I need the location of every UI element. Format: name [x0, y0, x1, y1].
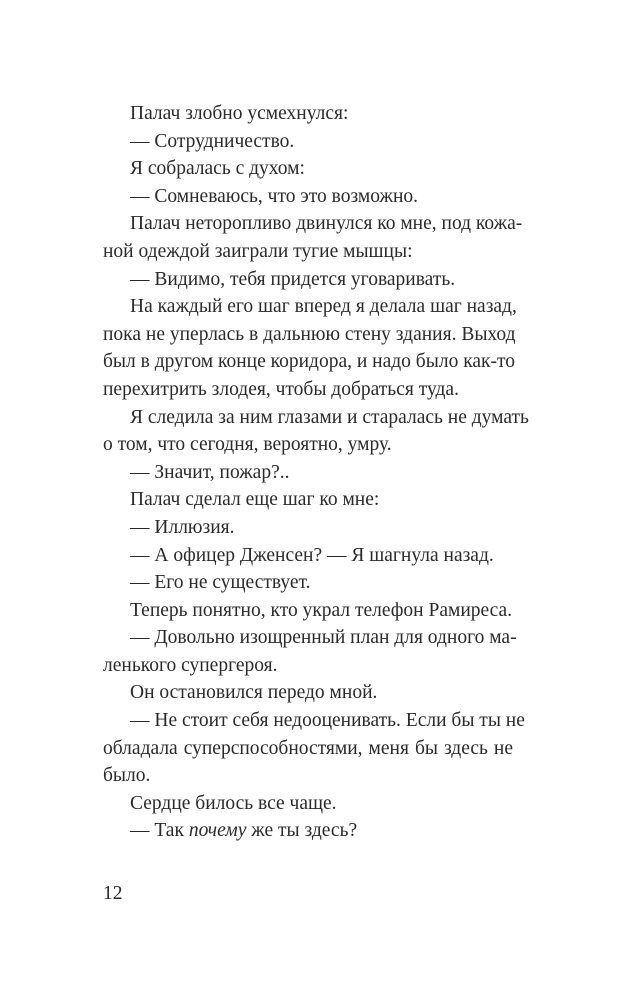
text-line: Я собралась с духом:	[130, 158, 305, 180]
text-line: Сердце билось все чаще.	[130, 792, 337, 814]
text-line: перехитрить злодея, чтобы добраться туда.	[103, 378, 459, 400]
book-page-text	[103, 100, 529, 845]
text-line-last	[103, 817, 513, 845]
text-span: же ты здесь?	[246, 820, 358, 842]
text-line: — Сотрудничество.	[130, 130, 295, 152]
text-line: — Не стоит себя недооценивать. Если бы ты не	[130, 710, 525, 732]
text-line: — Видимо, тебя придется уговаривать.	[130, 268, 456, 290]
text-line: был в другом конце коридора, и надо было как-то	[103, 351, 516, 373]
text-line: Палач злобно усмехнулся:	[130, 103, 349, 124]
text-span: — Так	[130, 820, 189, 842]
text-line: обладала суперспособностями, меня бы здесь не	[103, 737, 513, 759]
text-line: Палач сделал еще шаг ко мне:	[130, 489, 380, 511]
text-line: — Иллюзия.	[130, 516, 235, 538]
text-line: Он остановился передо мной.	[130, 682, 378, 704]
text-line: На каждый его шаг вперед я делала шаг назад,	[130, 296, 517, 318]
text-line: было.	[103, 765, 151, 787]
text-line: — Сомневаюсь, что это возможно.	[130, 185, 419, 207]
text-line: Теперь понятно, кто украл телефон Рамиреса.	[130, 599, 513, 621]
text-line: — Довольно изощренный план для одного ма-	[130, 627, 517, 649]
text-line: ленького супергероя.	[103, 654, 278, 676]
text-line: — Его не существует.	[130, 572, 311, 594]
text-line: ной одеждой заиграли тугие мышцы:	[103, 240, 413, 262]
text-line: Палач неторопливо двинулся ко мне, под кожа-	[130, 213, 523, 235]
text-line: Я следила за ним глазами и старалась не думать	[130, 406, 529, 428]
text-line: пока не уперлась в дальнюю стену здания. Выход	[103, 323, 516, 345]
text-line: — Значит, пожар?..	[130, 461, 290, 483]
text-line: о том, что сегодня, вероятно, умру.	[103, 434, 392, 456]
italic-word: почему	[188, 820, 247, 842]
text-line: — А офицер Дженсен? — Я шагнула назад.	[130, 544, 494, 566]
page-number: 12	[103, 883, 123, 904]
